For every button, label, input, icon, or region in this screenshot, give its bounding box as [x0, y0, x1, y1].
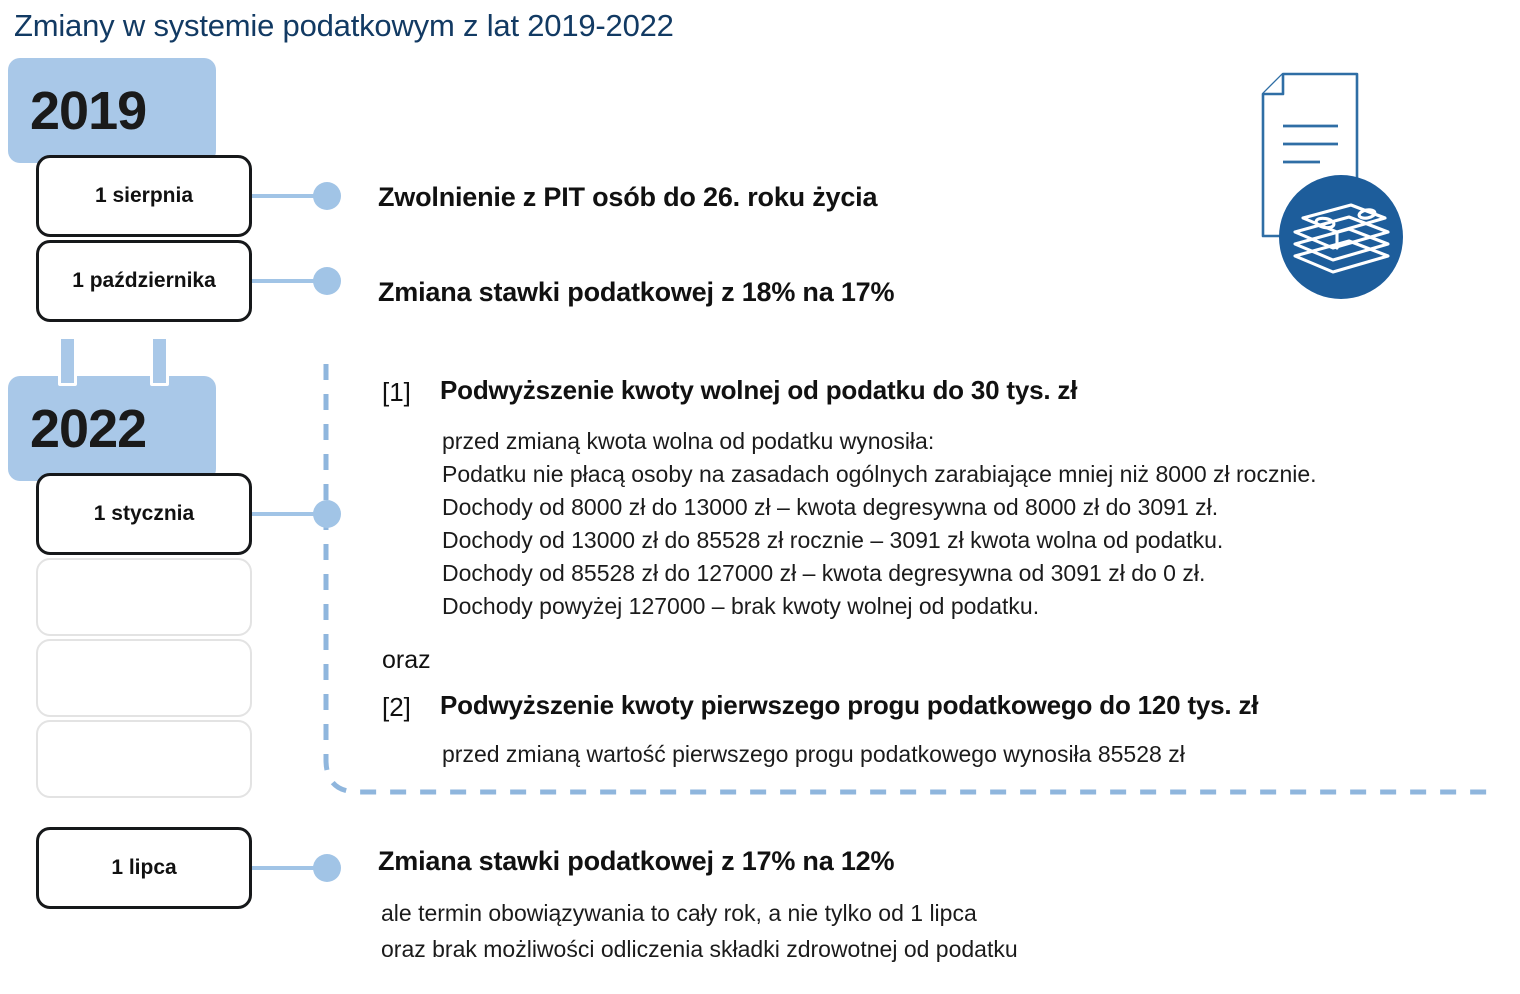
- page-title: Zmiany w systemie podatkowym z lat 2019-2022: [14, 8, 674, 43]
- event-headline-rate-18-to-17: Zmiana stawki podatkowej z 18% na 17%: [378, 277, 895, 307]
- day-label: 1 sierpnia: [94, 184, 194, 207]
- event-headline-rate-17-to-12: Zmiana stawki podatkowej z 17% na 12%: [378, 846, 895, 876]
- day-box-blank-1: [36, 558, 252, 636]
- detail-line: przed zmianą kwota wolna od podatku wynosiła:: [442, 428, 935, 454]
- day-box-1-stycznia[interactable]: [36, 473, 252, 555]
- year-header-2022: [8, 376, 216, 481]
- detail-line: Dochody od 8000 zł do 13000 zł – kwota degresywna od 8000 zł do 3091 zł.: [442, 494, 1219, 520]
- connector-dot-3: [313, 500, 341, 528]
- year-label: 2019: [30, 80, 147, 141]
- item-details-2: [442, 738, 1185, 771]
- connector-dot-2: [313, 267, 341, 295]
- event-headline-pit-exemption: Zwolnienie z PIT osób do 26. roku życia: [378, 182, 878, 212]
- detail-line: przed zmianą wartość pierwszego progu podatkowego wynosiła 85528 zł: [442, 741, 1185, 767]
- document-with-money-icon: [1225, 66, 1415, 306]
- year-header-2019: [8, 58, 216, 163]
- calendar-ring-left-icon: [58, 336, 77, 386]
- day-box-1-lipca[interactable]: [36, 827, 252, 909]
- item-details-1: [442, 425, 1317, 623]
- day-box-blank-2: [36, 639, 252, 717]
- detail-line: Podatku nie płacą osoby na zasadach ogólnych zarabiające mniej niż 8000 zł rocznie.: [442, 461, 1317, 487]
- note-line: ale termin obowiązywania to cały rok, a nie tylko od 1 lipca: [381, 900, 977, 926]
- note-line: oraz brak możliwości odliczenia składki zdrowotnej od podatku: [381, 936, 1018, 962]
- calendar-ring-right-icon: [150, 336, 169, 386]
- day-label: 1 stycznia: [93, 502, 195, 525]
- day-box-1-pazdziernika[interactable]: [36, 240, 252, 322]
- event-notes-rate-17-to-12: [381, 895, 1018, 967]
- year-label: 2022: [30, 398, 147, 459]
- item-marker-2: [2]: [382, 692, 411, 722]
- day-box-1-sierpnia[interactable]: [36, 155, 252, 237]
- day-label: 1 października: [72, 269, 216, 292]
- detail-line: Dochody powyżej 127000 – brak kwoty wolnej od podatku.: [442, 593, 1040, 619]
- item-headline-2: Podwyższenie kwoty pierwszego progu podatkowego do 120 tys. zł: [440, 690, 1259, 720]
- detail-line: Dochody od 13000 zł do 85528 zł rocznie – 3091 zł kwota wolna od podatku.: [442, 527, 1224, 553]
- connector-dot-1: [313, 182, 341, 210]
- item-headline-1: Podwyższenie kwoty wolnej od podatku do 30 tys. zł: [440, 375, 1078, 405]
- connector-dot-4: [313, 854, 341, 882]
- day-label: 1 lipca: [111, 856, 177, 879]
- item-marker-1: [1]: [382, 377, 411, 407]
- conjunction-oraz: oraz: [382, 646, 431, 674]
- day-box-blank-3: [36, 720, 252, 798]
- detail-line: Dochody od 85528 zł do 127000 zł – kwota degresywna od 3091 zł do 0 zł.: [442, 560, 1206, 586]
